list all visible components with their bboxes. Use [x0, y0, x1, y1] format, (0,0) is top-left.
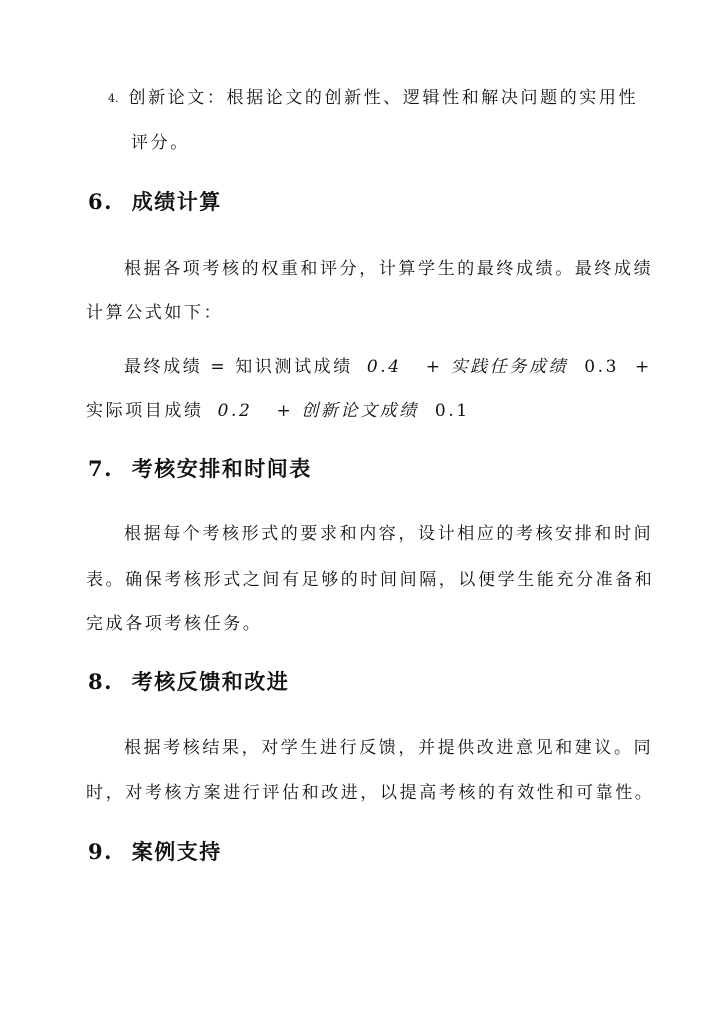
- list-item-number: 4.: [108, 92, 119, 105]
- section-number: 8.: [88, 669, 113, 694]
- formula-plus: +: [635, 357, 652, 377]
- formula-term-innovation-paper: 创新论文成绩: [301, 401, 419, 421]
- section-7-paragraph-line3: 完成各项考核任务。: [86, 614, 263, 634]
- section-6-paragraph-line2: 计算公式如下：: [86, 303, 224, 323]
- formula-weight-knowledge: 0.4: [366, 357, 402, 377]
- section-number: 6.: [88, 189, 113, 214]
- section-7-paragraph-line1: 根据每个考核形式的要求和内容，设计相应的考核安排和时间: [124, 524, 654, 544]
- formula-weight-practice: 0.3: [584, 357, 620, 377]
- section-9-heading: [88, 838, 222, 866]
- section-7-paragraph-line2: 表。确保考核形式之间有足够的时间间隔，以便学生能充分准备和: [86, 570, 655, 590]
- list-item-4-line1: [108, 86, 638, 112]
- section-title: 成绩计算: [131, 190, 222, 214]
- section-number: 9.: [88, 839, 113, 864]
- formula-weight-project: 0.2: [217, 401, 253, 421]
- formula-term-knowledge-test: 知识测试成绩: [235, 357, 353, 377]
- list-item-text: 创新论文：根据论文的创新性、逻辑性和解决问题的实用性: [128, 88, 639, 108]
- formula-line2: [86, 399, 486, 423]
- section-6-paragraph-line1: 根据各项考核的权重和评分，计算学生的最终成绩。最终成绩: [124, 259, 654, 279]
- formula-equals: =: [210, 357, 228, 377]
- formula-term-actual-project: 实际项目成绩: [86, 401, 204, 421]
- section-title: 考核反馈和改进: [131, 670, 290, 694]
- section-8-paragraph-line2: 时，对考核方案进行评估和改进，以提高考核的有效性和可靠性。: [86, 783, 655, 803]
- formula-weight-paper: 0.1: [434, 401, 470, 421]
- formula-plus: +: [425, 357, 443, 377]
- formula-plus: +: [276, 401, 294, 421]
- formula-term-practice-task: 实践任务成绩: [450, 357, 569, 377]
- list-item-4-line2: 评分。: [131, 133, 190, 153]
- formula-term-final-grade: 最终成绩: [124, 357, 203, 377]
- formula-line1: [124, 355, 652, 379]
- section-number: 7.: [88, 456, 113, 481]
- section-7-heading: [88, 455, 312, 483]
- section-8-paragraph-line1: 根据考核结果，对学生进行反馈，并提供改进意见和建议。同: [124, 738, 654, 758]
- section-title: 考核安排和时间表: [131, 457, 312, 481]
- section-8-heading: [88, 668, 289, 696]
- section-title: 案例支持: [131, 840, 222, 864]
- section-6-heading: [88, 188, 222, 216]
